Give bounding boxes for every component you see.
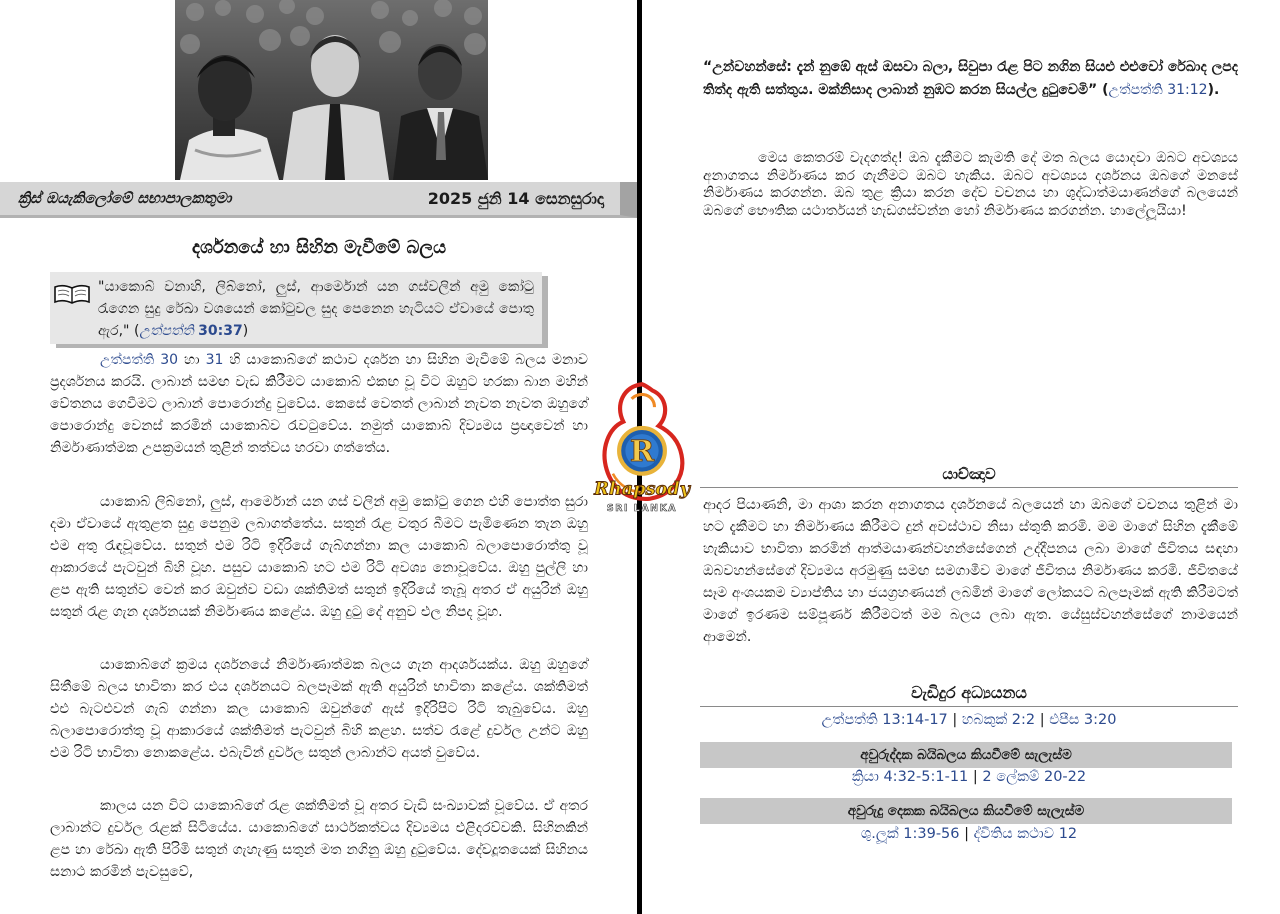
prayer-heading: යාච්ඤාව — [942, 465, 996, 483]
scripture-ref-book: උත්පත්ති — [139, 323, 194, 339]
quote-text: “උන්වහන්සේ: දැන් නුඹේ ඇස් ඔසවා බලා, සිවුපා රැළ පිට නගින සියළු එළුවෝ රේඛාද ලපද තිත්ද ඇති සත්තුය. මක්නිසාද ලාබාන් නුඹට කරන සියල්ල දුටුවෙමි” ( — [703, 59, 1238, 98]
body-paragraph-1 — [50, 349, 588, 459]
body-paragraph-3: යාකොබ්ගේ ක්‍රමය දර්ශනයේ නිර්මාණාත්මක බලය ගැන ආදර්ශයක්ය. ඔහු ඔහුගේ සිතීමේ බලය භාවිතා කර එය දර්ශනයට බලපෑමක් ඇති අයුරින් භාවිතා කළේය. ශක්තිමත් එළු බැටළුවන් ගැබ් ගන්නා කල යාකොබ් ඔවුන්ගේ ඇස් ඉදිරිපිට රිටි තැබුවේය. ඔහු බලාපොරොත්තු වූ ආකාරයේ ශක්තිමත් පැටවුන් බිහි කළහ. සත්ව රැළේ දුර්වල උන්ට ඔහු එම රිටි භාවිතා නොකළේය. එබැවින් දුර්වල සතුන් ලාබාන්ට අයත් වුවේය. — [50, 657, 588, 761]
reference-link[interactable]: 2 ලේකම් 20-22 — [982, 769, 1087, 785]
scripture-text — [98, 276, 534, 342]
reference-separator: | — [952, 712, 958, 728]
one-year-plan-references — [700, 766, 1238, 788]
reference-separator: | — [964, 826, 970, 842]
scripture-quote-block — [703, 56, 1238, 102]
page-title: දර්ශනයේ හා සිහින මැවීමේ බලය — [191, 237, 447, 258]
crowd-photo — [175, 0, 488, 180]
reference-link[interactable]: ද්විතිය කථාව 12 — [973, 826, 1078, 842]
header-bar — [0, 182, 638, 218]
two-year-plan-title: අවුරුදු දෙකක බයිබලය කියවීමේ සැලැස්ම — [700, 798, 1232, 824]
prayer-text: ආදර පියාණනි, මා ආශා කරන අනාගතය දර්ශනයේ බලයෙන් හා ඔබගේ වචනය තුළින් මා හට දැකීමට හා නිර්මාණය කිරීමට දුන් අවස්ථාව නිසා ස්තුති කරමි. මම මාගේ සිහින දැකීමේ හැකියාව භාවිතා කරමින් ආත්මයාණන්වහන්සේගෙන් උද්දීපනය ලබා මාගේ ජීවිතය සඳහා ඔබවහන්සේගේ දිව්‍යමය අරමුණු සමඟ සමගාමීව මාගේ ජීවිතය නිර්මාණය කරමි. ජීවිතයේ සෑම අංශයකම ව්‍යාප්තිය හා ජයග්‍රහණයන් ලබමින් මාගේ ලෝකයට බලපෑමක් ඇති කිරීමටත් මාගේ ඉරණම සම්පූර්ණ කිරීමටත් මම බලය ලබා ඇත. යේසුස්වහන්සේගේ නාමයෙන් ආමෙන්. — [703, 497, 1238, 645]
paragraph-text: හි යාකොබ්ගේ කථාව දර්ශන හා සිහින මැවීමේ බලය මනාව ප්‍රදර්ශනය කරයි. ලාබාන් සමඟ වැඩ කිරීමට යාකොබ් එකඟ වූ විට ඔහුට හරකා බාන මහින් වේතනය ගෙවීමට ලාබාන් පොරොන්දු වුවේය. කෙසේ වෙතත් ලාබාන් නැවත නැවත ඔහුගේ පොරොන්දු වෙනස් කරමින් යාකොබ්ව රැවටුවේය. නමුත් යාකොබ් දිව්‍යමය ප්‍රඥාවෙන් හා නිර්මාණාත්මක උපක්‍රමයන් තුළින් තත්වය හරවා ගත්තේය. — [50, 352, 589, 456]
scripture-quote: "යාකොබ් වනාහි, ලිබ්නෝ, ලුස්, ආර්මොන් යන ගස්වලින් අමු කෝටු රැගෙන සුදු රේඛා වශයෙන් කෝටුවල සුද පෙනෙන හැටියට ඒවායේ පොතු ඇර," ( — [98, 279, 534, 339]
reflection-paragraph: මෙය කෙතරම් වැදගත්ද! ඔබ දැකීමට කැමති දේ මත බලය යොදවා ඔබට අවශ්‍යය අනාගතය නිර්මාණය කර ගැනීමට ඔබට හැකිය. ඔබට අවශ්‍යය දර්ශනය ඔබගේ මනසේ නිර්මාණය කරගන්න. ඔබ තුළ ක්‍රියා කරන දේව වචනය හා ශුද්ධාත්මයාණන්ගේ බලයෙන් ඔබගේ භෞතික යථාර්තයන් හැඩගස්වන්න හෝ නිර්මාණය කරගන්න. හාලේලූයියා! — [703, 150, 1238, 219]
logo-mark: R — [629, 434, 655, 469]
further-study-references — [700, 709, 1238, 731]
scripture-ref-verse: 30:37 — [198, 323, 243, 339]
further-study-heading: වැඩිදුර අධ්‍යයනය — [911, 683, 1027, 702]
rhapsody-sri-lanka-logo — [590, 378, 694, 534]
paragraph-text: හා — [178, 352, 206, 368]
prayer-divider — [700, 487, 1238, 488]
body-paragraph-4: කාලය යන විට යාකොබ්ගේ රැළ ශක්තිමත් වූ අතර වැඩි සංඛ්‍යාවක් වූවේය. ඒ අතර ලාබාන්ට දුර්වල රැළක් සිටියේය. යාකොබ්ගේ සාර්ථකත්වය දිව්‍යමය එළිදරව්වකි. සිහිනකින් ළප හා රේඛා ඇති පිරිමි සතුන් ගැහැණු සතුන් මත නගිනු ඔහු දුටුවේය. දේවදූතයෙක් සිහිනය සනාථ කරමින් පැවසුවේ, — [50, 798, 588, 880]
reference-separator: | — [972, 769, 978, 785]
scripture-reference-link[interactable] — [139, 323, 242, 339]
two-year-plan-references — [700, 823, 1238, 845]
reference-link[interactable]: එපීස 3:20 — [1049, 712, 1117, 728]
quote-close: ). — [1207, 82, 1220, 98]
body-paragraph-2: යාකොබ් ලිබ්නෝ, ලුස්, ආර්මොන් යන ගස් වලින් අමු කෝටු ගෙන එහි පොත්ත සුරා දමා ඒවායේ ඇතුළත සුදු පෙනුම ලබාගත්තේය. සතුන් රැළ වතුර බීමට පැමිණෙන තැන ඔහු එම අතු රැඳවූවේය. සතුන් එම රිටි ඉදිරියේ ගැබ්ගන්නා කල යාකොබ් බලාපොරොත්තු වූ ආකාරයේ පැටවුන් බිහි වූහ. පසුව යාකොබ් හට එම රිටි අවශ්‍ය නොවූවේය. ඔහු පුල්ලි හා ළප ඇති සතුන්ව වෙන් කර ඔවුන්ව වඩා ශක්තිමත් සතුන් ඉදිරියේ තැබූ අතර ඒ අයුරින් ඔහු සතුන් රැළ ගැන දර්ශනයක් නිර්මාණය කළේය. ඔහු දුටු දේ අනුව එල නිපද වූහ. — [50, 494, 588, 620]
orange-swirl — [632, 394, 655, 407]
scripture-close: ) — [242, 323, 249, 339]
reference-link[interactable]: ක්‍රියා 4:32-5:1-11 — [851, 769, 969, 785]
devotional-date: 2025 ජුනි 14 සෙනසුරාදා — [427, 189, 604, 208]
logo-name: Rhapsody — [594, 478, 690, 500]
reference-link[interactable]: ශු.ලූක් 1:39-56 — [860, 826, 960, 842]
scripture-box — [50, 272, 542, 344]
reference-link[interactable]: උත්පත්ති 13:14-17 — [821, 712, 948, 728]
reference-link-genesis-31-12[interactable]: උත්පත්ති 31:12 — [1108, 82, 1208, 98]
reference-link[interactable]: හබකුක් 2:2 — [961, 712, 1036, 728]
open-book-icon — [53, 283, 91, 305]
reference-separator: | — [1039, 712, 1045, 728]
logo-region: SRI LANKA — [606, 503, 678, 515]
reference-link-31[interactable]: 31 — [205, 352, 224, 368]
author-name: ක්‍රිස් ඔයැකිලෝමේ සභාපාලකතුමා — [18, 189, 232, 207]
further-study-divider — [700, 706, 1238, 707]
one-year-plan-title: අවුරුද්දක බයිබලය කියවීමේ සැලැස්ම — [700, 742, 1232, 768]
reference-link-genesis-30[interactable]: උත්පත්ති 30 — [100, 352, 179, 368]
